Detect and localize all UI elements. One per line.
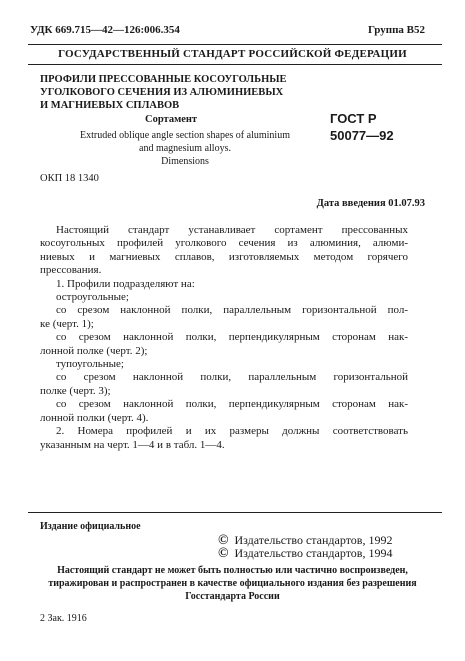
order-info: 2 Зак. 1916 (40, 613, 87, 624)
body-p5-line1: со срезом наклонной полки, перпендикулярным сторонам нак- (56, 331, 408, 344)
title-line-2: УГОЛКОВОГО СЕЧЕНИЯ ИЗ АЛЮМИНИЕВЫХ (40, 87, 284, 98)
document-body (40, 224, 408, 452)
official-edition: Издание официальное (40, 521, 141, 532)
standard-authority: ГОСУДАРСТВЕННЫЙ СТАНДАРТ РОССИЙСКОЙ ФЕДЕРАЦИИ (58, 48, 407, 60)
header-rule-bottom (28, 64, 442, 65)
english-title-line-2: and magnesium alloys. (139, 143, 231, 154)
group-code: Группа В52 (367, 24, 425, 36)
body-p1-line2: косоугольных профилей уголкового сечения из алюминия, алюми- (40, 237, 408, 250)
header-rule-top (28, 44, 442, 45)
body-p3: остроугольные; (56, 291, 129, 304)
copyright-line-2 (218, 546, 392, 562)
english-title-line-1: Extruded oblique angle section shapes of aluminium (80, 130, 290, 141)
gost-label: ГОСТ Р (330, 111, 377, 126)
body-p4-last: ке (черт. 1); (40, 317, 94, 330)
body-p9-last: указанным на черт. 1—4 и в табл. 1—4. (40, 438, 225, 451)
body-p8-last: лонной полки (черт. 4). (40, 411, 149, 424)
subtitle: Сортамент (145, 114, 198, 125)
notice-line-1: Настоящий стандарт не может быть полностью или частично воспроизведен, (57, 565, 408, 576)
okp-code: ОКП 18 1340 (40, 173, 99, 184)
body-p1-line1: Настоящий стандарт устанавливает сортамент прессованных (56, 224, 408, 236)
gost-number: 50077—92 (330, 128, 394, 143)
title-line-1: ПРОФИЛИ ПРЕССОВАННЫЕ КОСОУГОЛЬНЫЕ (40, 74, 287, 85)
body-p7-line1: со срезом наклонной полки, параллельным горизонтальной (56, 371, 408, 384)
body-p6: тупоугольные; (56, 358, 124, 371)
body-p1-line3: ниевых и магниевых сплавов, изготовляемых методом горячего (40, 250, 408, 263)
body-p7-last: полке (черт. 3); (40, 384, 111, 397)
udk-code: УДК 669.715—42—126:006.354 (30, 24, 180, 36)
body-p4-line1: со срезом наклонной полки, параллельным горизонтальной пол- (56, 304, 408, 317)
body-p5-last: лонной полке (черт. 2); (40, 344, 148, 357)
copyright-icon: © (218, 533, 229, 548)
notice-line-2: тиражирован и распространен в качестве официального издания без разрешения (48, 578, 417, 589)
body-p8-line1: со срезом наклонной полки, перпендикулярным сторонам нак- (56, 398, 408, 411)
copyright-text: Издательство стандартов, 1994 (234, 546, 393, 560)
notice-line-3: Госстандарта России (185, 591, 280, 602)
english-title-line-3: Dimensions (161, 156, 209, 167)
body-p2: 1. Профили подразделяют на: (56, 277, 195, 290)
title-line-3: И МАГНИЕВЫХ СПЛАВОВ (40, 100, 180, 111)
body-p9-line1: 2. Номера профилей и их размеры должны соответствовать (56, 425, 408, 438)
footer-rule (28, 512, 442, 513)
effective-date: Дата введения 01.07.93 (316, 198, 425, 209)
body-p1-last: прессования. (40, 264, 102, 277)
copyright-icon: © (218, 546, 229, 561)
copyright-text: Издательство стандартов, 1992 (234, 533, 393, 547)
